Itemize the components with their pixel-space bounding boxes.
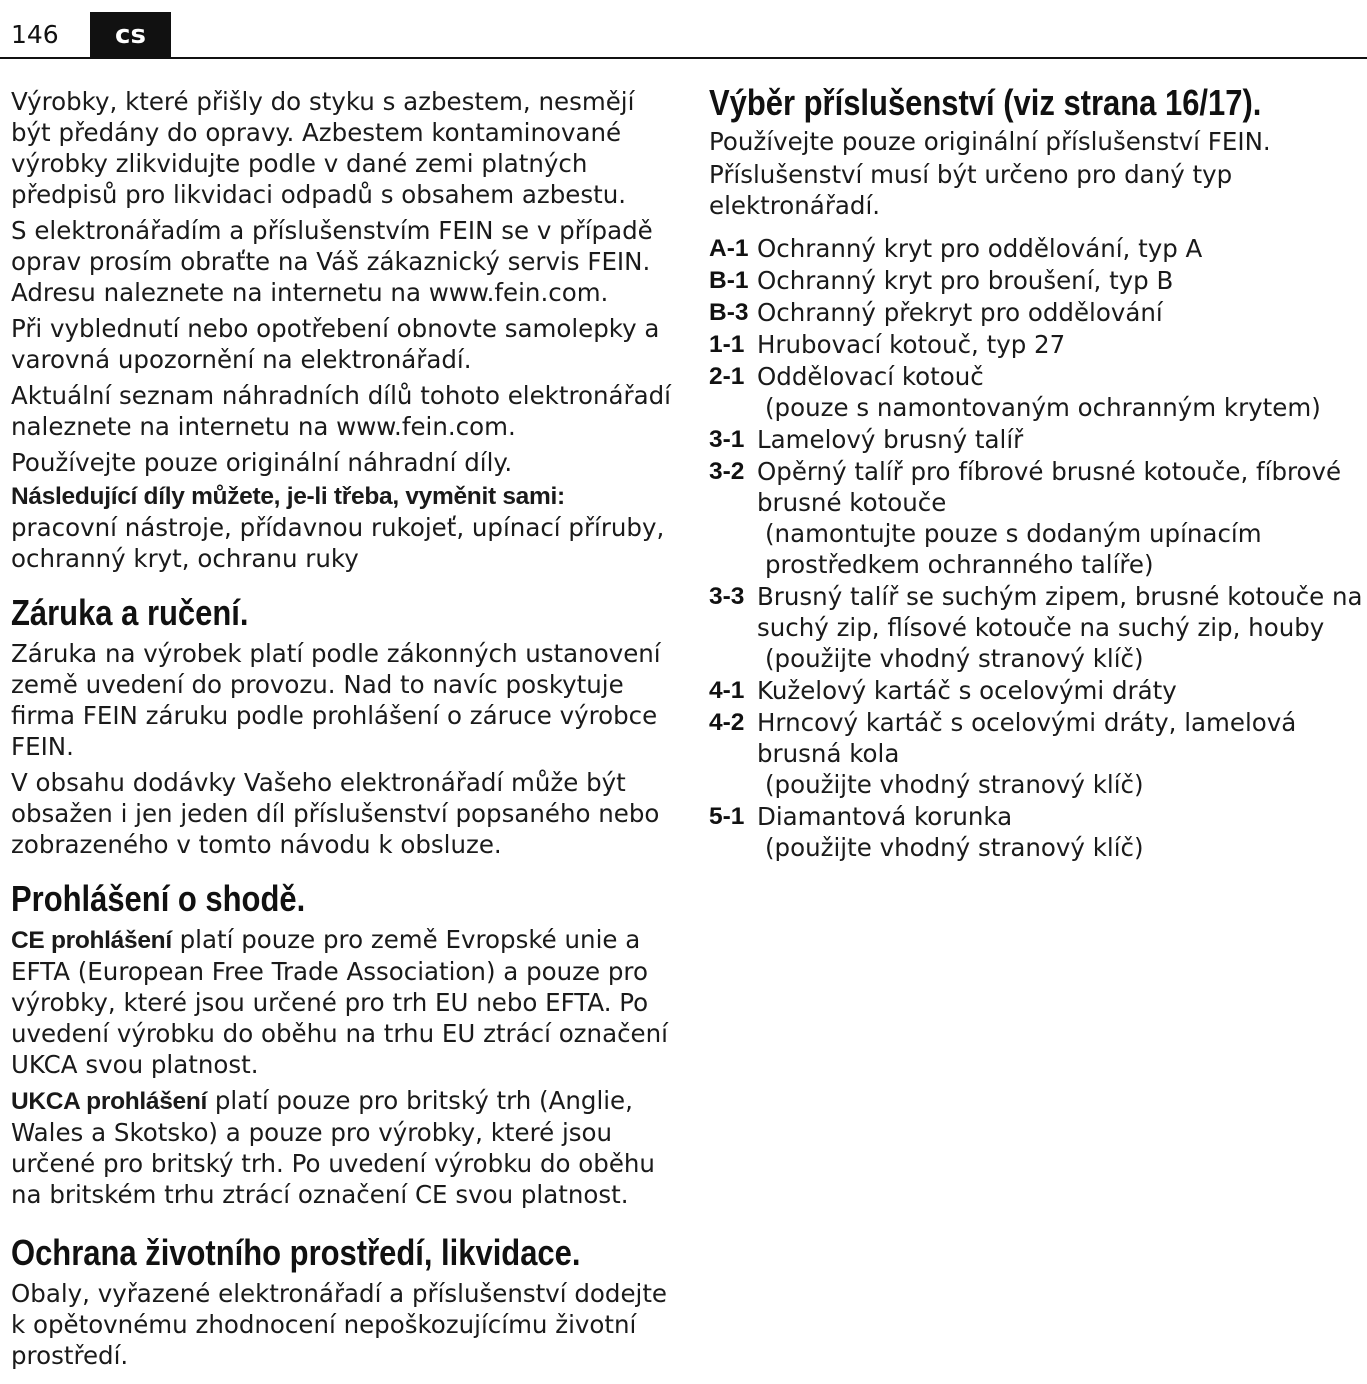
ukca-label: UKCA prohlášení (11, 1088, 208, 1115)
accessory-code: 3-2 (709, 458, 745, 485)
accessory-text (757, 581, 1364, 674)
accessory-note: (pouze s namontovaným ochranným krytem) (765, 393, 1321, 422)
accessory-description: Hrubovací kotouč, typ 27 (757, 330, 1066, 359)
accessory-code: B-3 (709, 299, 749, 326)
accessory-text (757, 424, 1364, 455)
accessory-text (757, 707, 1364, 800)
accessory-note: (namontujte pouze s dodaným upínacím prostředkem ochranného talíře) (765, 519, 1262, 579)
accessory-item (709, 297, 1364, 328)
replaceable-parts-label: Následující díly můžete, je-li třeba, vyměnit sami: (11, 483, 565, 510)
accessory-text (757, 675, 1364, 706)
language-tab: cs (90, 12, 171, 58)
accessory-item (709, 707, 1364, 800)
asbestos-paragraph: Výrobky, které přišly do styku s azbestem, nesmějí být předány do opravy. Azbestem kontaminované výrobky zlikvidujte podle v dané zemi platných předpisů pro likvidaci odpadů s obsahem azbestu. (11, 87, 635, 209)
accessory-description: Ochranný překryt pro oddělování (757, 298, 1163, 327)
conformity-heading: Prohlášení o shodě. (11, 878, 306, 919)
accessory-item (709, 675, 1364, 706)
accessory-code: 1-1 (709, 331, 745, 358)
delivery-paragraph: V obsahu dodávky Vašeho elektronářadí může být obsažen i jen jeden díl příslušenství popsaného nebo zobrazeného v tomto návodu k obsluze. (11, 768, 660, 859)
accessory-note: (použijte vhodný stranový klíč) (765, 833, 1144, 862)
accessory-description: Oddělovací kotouč (757, 362, 984, 391)
accessory-description: Kuželový kartáč s ocelovými dráty (757, 676, 1177, 705)
accessory-note: (použijte vhodný stranový klíč) (765, 770, 1144, 799)
original-accessories-paragraph: Používejte pouze originální příslušenství FEIN. (709, 127, 1271, 156)
accessory-code: 3-3 (709, 583, 745, 610)
accessory-code: B-1 (709, 267, 749, 294)
accessory-item (709, 801, 1364, 863)
accessory-text (757, 329, 1364, 360)
accessories-type-paragraph: Příslušenství musí být určeno pro daný typ elektronářadí. (709, 160, 1233, 220)
environment-paragraph: Obaly, vyřazené elektronářadí a příslušenství dodejte k opětovnému zhodnocení nepoškozujícímu životní prostředí. (11, 1279, 667, 1370)
accessory-code: 2-1 (709, 363, 745, 390)
accessory-item (709, 265, 1364, 296)
accessory-description: Opěrný talíř pro fíbrové brusné kotouče, fíbrové brusné kotouče (757, 457, 1342, 517)
accessory-description: Brusný talíř se suchým zipem, brusné kotouče na suchý zip, flísové kotouče na suchý zip, houby (757, 582, 1363, 642)
accessory-description: Diamantová korunka (757, 802, 1013, 831)
accessories-list (709, 233, 1364, 863)
ukca-paragraph (11, 1085, 676, 1210)
accessory-code: 5-1 (709, 803, 745, 830)
original-parts-paragraph: Používejte pouze originální náhradní díly. (11, 448, 513, 477)
spare-parts-paragraph: Aktuální seznam náhradních dílů tohoto elektronářadí naleznete na internetu na www.fein.com. (11, 381, 671, 441)
accessory-text (757, 265, 1364, 296)
accessory-item (709, 361, 1364, 423)
page-number: 146 (11, 20, 59, 49)
accessories-heading: Výběr příslušenství (viz strana 16/17). (709, 82, 1262, 123)
accessory-description: Ochranný kryt pro oddělování, typ A (757, 234, 1203, 263)
accessory-description: Lamelový brusný talíř (757, 425, 1024, 454)
accessory-text (757, 297, 1364, 328)
labels-paragraph: Při vyblednutí nebo opotřebení obnovte samolepky a varovná upozornění na elektronářadí. (11, 314, 660, 374)
accessory-code: 4-2 (709, 709, 745, 736)
accessory-description: Hrncový kartáč s ocelovými dráty, lamelová brusná kola (757, 708, 1297, 768)
accessory-text (757, 233, 1364, 264)
right-column (709, 82, 1364, 864)
accessory-code: 4-1 (709, 677, 745, 704)
ukca-text: platí pouze pro britský trh (Anglie, Wales a Skotsko) a pouze pro výrobky, které jsou určené pro britský trh. Po uvedení výrobku do oběhu na britském trhu ztrácí označení CE svou platnost. (11, 1086, 655, 1209)
header-rule (0, 57, 1367, 59)
left-column (11, 86, 676, 1376)
ce-label: CE prohlášení (11, 927, 172, 954)
accessory-item (709, 424, 1364, 455)
accessory-code: 3-1 (709, 426, 745, 453)
page-header (0, 0, 1367, 62)
warranty-paragraph: Záruka na výrobek platí podle zákonných ustanovení země uvedení do provozu. Nad to navíc poskytuje firma FEIN záruku podle prohlášení o záruce výrobce FEIN. (11, 639, 661, 761)
accessory-code: A-1 (709, 235, 749, 262)
accessory-text (757, 456, 1364, 580)
accessory-item (709, 233, 1364, 264)
service-paragraph: S elektronářadím a příslušenstvím FEIN se v případě oprav prosím obraťte na Váš zákaznický servis FEIN. Adresu naleznete na internetu na www.fein.com. (11, 216, 653, 307)
accessory-item (709, 456, 1364, 580)
replaceable-parts-list: pracovní nástroje, přídavnou rukojeť, upínací příruby, ochranný kryt, ochranu ruky (11, 513, 665, 573)
accessory-text (757, 801, 1364, 863)
accessory-item (709, 581, 1364, 674)
replaceable-parts-paragraph (11, 480, 676, 574)
environment-heading: Ochrana životního prostředí, likvidace. (11, 1232, 581, 1273)
warranty-heading: Záruka a ručení. (11, 592, 249, 633)
accessory-text (757, 361, 1364, 423)
accessory-note: (použijte vhodný stranový klíč) (765, 644, 1144, 673)
ce-text: platí pouze pro země Evropské unie a EFTA (European Free Trade Association) a pouze pro výrobky, které jsou určené pro trh EU nebo EFTA. Po uvedení výrobku do oběhu na trhu EU ztrácí označení UKCA svou platnost. (11, 925, 668, 1079)
ce-paragraph (11, 924, 676, 1080)
accessory-description: Ochranný kryt pro broušení, typ B (757, 266, 1174, 295)
accessory-item (709, 329, 1364, 360)
